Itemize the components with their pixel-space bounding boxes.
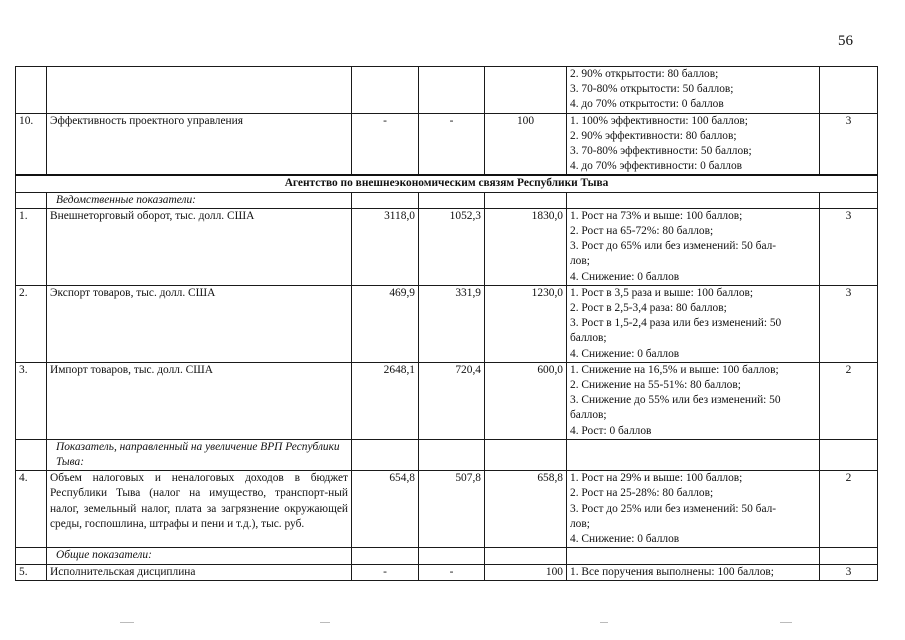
score-cell: 3 bbox=[820, 564, 878, 580]
criteria-cell bbox=[567, 471, 820, 548]
table-row bbox=[16, 113, 878, 175]
subheading-row bbox=[16, 192, 878, 208]
value-cell: 2648,1 bbox=[352, 362, 419, 439]
criteria-line: 4. Снижение: 0 баллов bbox=[570, 270, 680, 283]
indicators-table bbox=[15, 66, 878, 581]
subheading-vrp: Показатель, направленный на увеличение ВРП Республики Тыва: bbox=[56, 440, 340, 469]
criteria-line: 3. 70-80% открытости: 50 баллов; bbox=[570, 83, 734, 96]
scan-artifact bbox=[320, 622, 330, 623]
indicator-name: Объем налоговых и неналоговых доходов в бюджет Республики Тыва (налог на имущество, транспорт-ный налог, земельный налог, плата за загрязнение окружающей среды, госпошлина, штрафы и пени и т.д.), тыс. руб. bbox=[47, 471, 352, 548]
criteria-line: 3. Рост до 65% или без изменений: 50 бал- bbox=[570, 240, 777, 253]
table-row bbox=[16, 564, 878, 580]
value-cell: 3118,0 bbox=[352, 208, 419, 285]
section-header-row bbox=[16, 175, 878, 192]
scan-artifact bbox=[780, 622, 792, 623]
criteria-cell bbox=[567, 285, 820, 362]
criteria-line: лов; bbox=[570, 255, 590, 268]
criteria-line: 1. Снижение на 16,5% и выше: 100 баллов; bbox=[570, 363, 779, 376]
table-row bbox=[16, 208, 878, 285]
indicator-name: Внешнеторговый оборот, тыс. долл. США bbox=[47, 208, 352, 285]
value-cell: 1830,0 bbox=[485, 208, 567, 285]
score-cell: 3 bbox=[820, 285, 878, 362]
criteria-line: 1. Все поручения выполнены: 100 баллов; bbox=[570, 565, 774, 578]
table-row bbox=[16, 285, 878, 362]
table-row bbox=[16, 362, 878, 439]
score-cell: 2 bbox=[820, 471, 878, 548]
criteria-line: 2. Снижение на 55-51%: 80 баллов; bbox=[570, 379, 741, 392]
criteria-line: 2. 90% открытости: 80 баллов; bbox=[570, 68, 719, 80]
indicator-name bbox=[47, 67, 352, 114]
subheading-departmental: Ведомственные показатели: bbox=[56, 193, 196, 206]
score-cell: 3 bbox=[820, 113, 878, 175]
score-cell bbox=[820, 67, 878, 114]
criteria-line: 4. до 70% эффективности: 0 баллов bbox=[570, 160, 743, 173]
value-cell: 600,0 bbox=[485, 362, 567, 439]
value-cell: - bbox=[419, 564, 485, 580]
table-row bbox=[16, 471, 878, 548]
value-cell bbox=[485, 67, 567, 114]
criteria-line: баллов; bbox=[570, 332, 607, 345]
value-cell bbox=[352, 67, 419, 114]
criteria-line: 1. Рост в 3,5 раза и выше: 100 баллов; bbox=[570, 286, 754, 299]
criteria-line: 2. Рост на 65-72%: 80 баллов; bbox=[570, 225, 714, 238]
score-cell: 3 bbox=[820, 208, 878, 285]
criteria-line: 4. Рост: 0 баллов bbox=[570, 424, 652, 437]
criteria-line: 4. до 70% открытости: 0 баллов bbox=[570, 98, 724, 111]
criteria-line: 3. Рост до 25% или без изменений: 50 бал- bbox=[570, 502, 777, 515]
indicator-name: Исполнительская дисциплина bbox=[47, 564, 352, 580]
criteria-line: баллов; bbox=[570, 409, 607, 422]
indicator-name: Эффективность проектного управления bbox=[47, 113, 352, 175]
value-cell: 654,8 bbox=[352, 471, 419, 548]
value-cell: 100 bbox=[485, 564, 567, 580]
criteria-line: 3. 70-80% эффективности: 50 баллов; bbox=[570, 145, 752, 158]
value-cell: 720,4 bbox=[419, 362, 485, 439]
criteria-cell bbox=[567, 362, 820, 439]
criteria-line: 2. 90% эффективности: 80 баллов; bbox=[570, 129, 737, 142]
criteria-line: 2. Рост на 25-28%: 80 баллов; bbox=[570, 487, 714, 500]
value-cell: 658,8 bbox=[485, 471, 567, 548]
value-cell: 331,9 bbox=[419, 285, 485, 362]
criteria-line: 4. Снижение: 0 баллов bbox=[570, 347, 680, 360]
criteria-cell bbox=[567, 564, 820, 580]
value-cell: 1230,0 bbox=[485, 285, 567, 362]
value-cell: 507,8 bbox=[419, 471, 485, 548]
indicator-name: Экспорт товаров, тыс. долл. США bbox=[47, 285, 352, 362]
table-row bbox=[16, 67, 878, 114]
scan-artifact bbox=[600, 622, 608, 623]
score-cell: 2 bbox=[820, 362, 878, 439]
page-number: 56 bbox=[838, 33, 853, 49]
row-number: 1. bbox=[16, 208, 47, 285]
criteria-line: 1. 100% эффективности: 100 баллов; bbox=[570, 114, 748, 127]
subheading-row bbox=[16, 548, 878, 564]
criteria-cell bbox=[567, 208, 820, 285]
row-number: 4. bbox=[16, 471, 47, 548]
value-cell: 1052,3 bbox=[419, 208, 485, 285]
row-number bbox=[16, 67, 47, 114]
row-number: 10. bbox=[16, 113, 47, 175]
value-cell: - bbox=[352, 113, 419, 175]
scan-artifact bbox=[120, 622, 134, 623]
criteria-line: 1. Рост на 73% и выше: 100 баллов; bbox=[570, 209, 743, 222]
criteria-line: 3. Снижение до 55% или без изменений: 50 bbox=[570, 394, 781, 407]
subheading-general: Общие показатели: bbox=[56, 549, 152, 562]
criteria-cell bbox=[567, 113, 820, 175]
value-cell: 469,9 bbox=[352, 285, 419, 362]
row-number: 3. bbox=[16, 362, 47, 439]
value-cell: - bbox=[352, 564, 419, 580]
criteria-line: 3. Рост в 1,5-2,4 раза или без изменений: 50 bbox=[570, 317, 782, 330]
value-cell bbox=[419, 67, 485, 114]
criteria-line: 2. Рост в 2,5-3,4 раза: 80 баллов; bbox=[570, 302, 727, 315]
subheading-row bbox=[16, 439, 878, 470]
value-cell: - bbox=[419, 113, 485, 175]
criteria-line: 1. Рост на 29% и выше: 100 баллов; bbox=[570, 472, 743, 485]
value-cell: 100 bbox=[485, 113, 567, 175]
indicator-name: Импорт товаров, тыс. долл. США bbox=[47, 362, 352, 439]
row-number: 2. bbox=[16, 285, 47, 362]
criteria-cell bbox=[567, 67, 820, 114]
criteria-line: лов; bbox=[570, 517, 590, 530]
row-number: 5. bbox=[16, 564, 47, 580]
criteria-line: 4. Снижение: 0 баллов bbox=[570, 533, 680, 546]
section-title: Агентство по внешнеэкономическим связям Республики Тыва bbox=[16, 175, 878, 192]
